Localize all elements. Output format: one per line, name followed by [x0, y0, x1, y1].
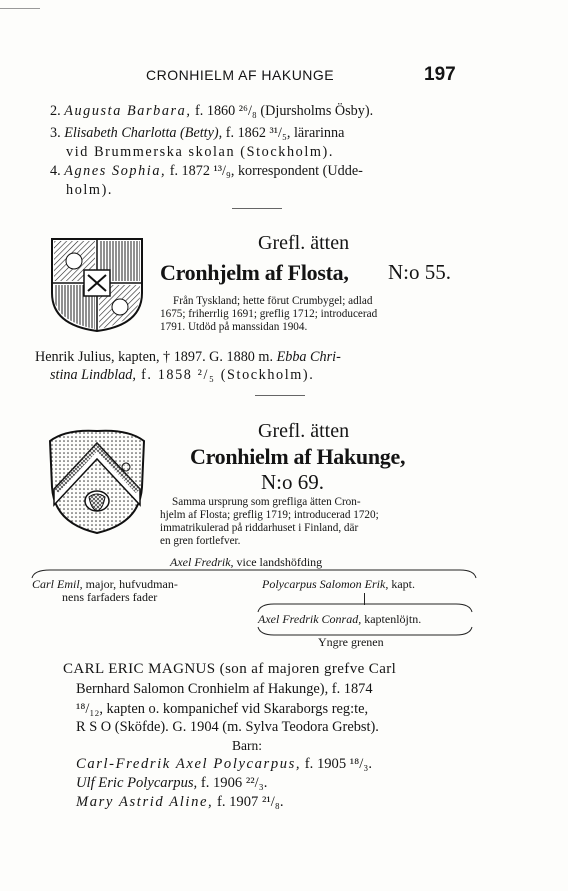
flosta-family-name: Cronhjelm af Flosta, — [160, 260, 349, 285]
entry-line: R S O (Sköfde). G. 1904 (m. Sylva Teodora Grebst). — [76, 719, 379, 735]
page-number: 197 — [424, 64, 456, 85]
running-header — [0, 64, 568, 88]
child-entry: Mary Astrid Aline, f. 1907 ²¹/₈. — [76, 794, 284, 810]
tree-right-branch: Polycarpus Salomon Erik, kapt. — [262, 577, 415, 591]
coat-of-arms-hakunge-icon — [46, 427, 148, 537]
entry-line: CARL ERIC MAGNUS (son af majoren grefve Carl — [63, 661, 397, 677]
child-entry: Ulf Eric Polycarpus, f. 1906 ²²/₃. — [76, 775, 268, 791]
list-item: 4. Agnes Sophia, f. 1872 ¹³/₉, korrespondent (Udde- — [50, 163, 363, 179]
hakunge-note-line: Samma ursprung som grefliga ätten Cron- — [172, 496, 361, 508]
tree-child: Axel Fredrik Conrad, kaptenlöjtn. — [258, 612, 422, 626]
list-item-continuation: vid Brummerska skolan (Stockholm). — [66, 144, 334, 160]
tree-left-branch: Carl Emil, major, hufvudman- — [32, 577, 178, 591]
hakunge-number: N:o 69. — [261, 470, 324, 494]
flosta-person-line: stina Lindblad, f. 1858 ²/₅ (Stockholm). — [50, 367, 315, 383]
hakunge-rank: Grefl. ätten — [258, 420, 350, 442]
entry-line: ¹⁸/₁₂, kapten o. kompanichef vid Skaraborgs reg:te, — [76, 701, 369, 717]
hakunge-note-line: immatrikulerad på riddarhuset i Finland, där — [160, 522, 359, 534]
hakunge-note-line: en gren fortlefver. — [160, 535, 241, 547]
section-divider — [232, 208, 282, 209]
flosta-note-line: Från Tyskland; hette förut Crumbygel; adlad — [173, 295, 373, 307]
flosta-person-line: Henrik Julius, kapten, † 1897. G. 1880 m. Ebba Chri- — [35, 349, 341, 365]
flosta-note-line: 1675; friherrlig 1691; greflig 1712; introducerad — [160, 308, 378, 320]
list-item: 3. Elisabeth Charlotta (Betty), f. 1862 ³¹/₅, lärarinna — [50, 125, 345, 141]
coat-of-arms-flosta-icon — [46, 233, 148, 333]
tree-left-branch-cont: nens farfaders fader — [62, 590, 158, 604]
flosta-note-line: 1791. Utdöd på manssidan 1904. — [160, 321, 308, 333]
list-item: 2. Augusta Barbara, f. 1860 ²⁶/₈ (Djursholms Ösby). — [50, 103, 374, 119]
list-item-continuation: holm). — [66, 182, 114, 198]
children-heading: Barn: — [232, 738, 262, 753]
branch-label: Yngre grenen — [318, 635, 384, 649]
section-divider — [255, 395, 305, 396]
hakunge-family-name: Cronhielm af Hakunge, — [190, 444, 406, 469]
flosta-rank: Grefl. ätten — [258, 232, 350, 254]
entry-line: Bernhard Salomon Cronhielm af Hakunge), f. 1874 — [76, 681, 373, 697]
tree-root: Axel Fredrik, vice landshöfding — [170, 555, 323, 569]
running-title: CRONHIELM AF HAKUNGE — [146, 67, 335, 83]
child-entry: Carl-Fredrik Axel Polycarpus, f. 1905 ¹⁸/₃. — [76, 756, 373, 772]
hakunge-note-line: hjelm af Flosta; greflig 1719; introducerad 1720; — [160, 509, 379, 521]
edge-mark — [0, 8, 40, 9]
flosta-number: N:o 55. — [388, 260, 451, 284]
